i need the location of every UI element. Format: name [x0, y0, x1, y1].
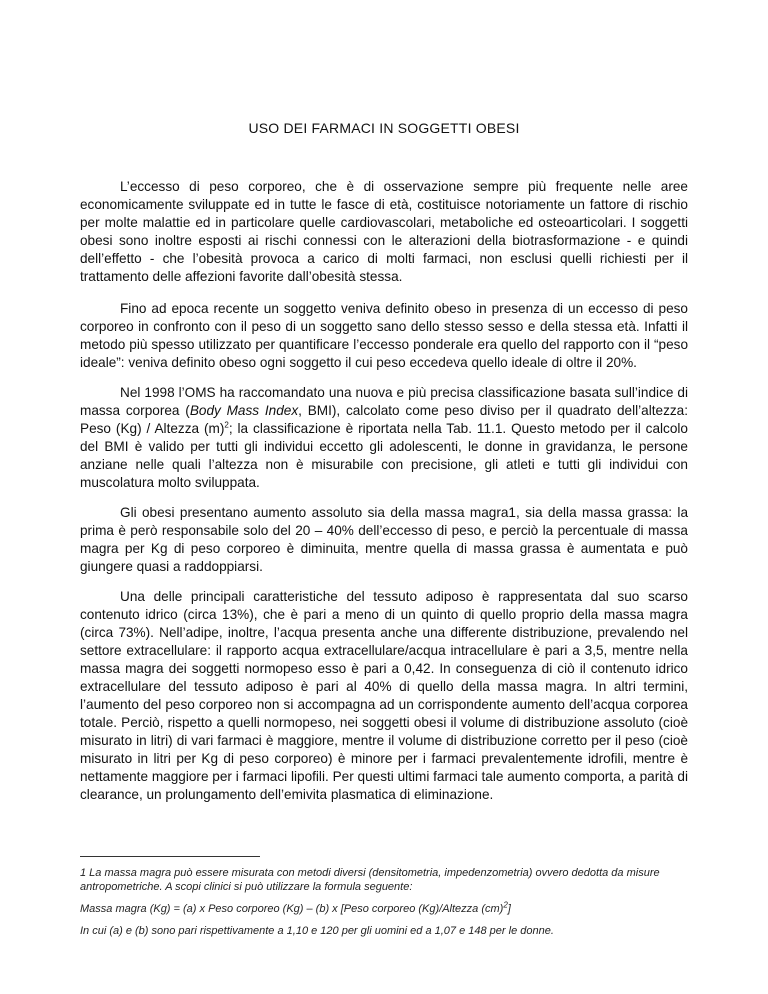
- footnote-formula: [80, 902, 688, 916]
- footnote-formula-superscript: 2: [503, 900, 508, 910]
- footnotes: [80, 866, 688, 946]
- paragraph-3-text-c: ; la classificazione è riportata nella Tab. 11.1. Questo metodo per il calcolo del BMI è valido per tutti gli individui eccetto gli adolescenti, le donne in gravidanza, le persone anziane nelle quali l’altezza non è misurabile con precisione, gli atleti e tutti gli individui con muscolatura molto sviluppata.: [80, 421, 688, 490]
- paragraph-3-text-a: Nel 1998 l’OMS ha raccomandato una nuova e più precisa classificazione basata sull’indice di massa corporea (: [80, 385, 688, 418]
- paragraph-1: L’eccesso di peso corporeo, che è di osservazione sempre più frequente nelle aree economicamente sviluppate ed in tutte le fasce di età, costituisce notoriamente un fattore di rischio per molte malattie ed in particolare quelle cardiovascolari, metaboliche ed osteoarticolari. I soggetti obesi sono inoltre esposti ai rischi connessi con le alterazioni della biotrasformazione - e quindi dell’effetto - che l’obesità provoca a carico di molti farmaci, non esclusi quelli richiesti per il trattamento delle affezioni favorite dall’obesità stessa.: [80, 179, 688, 284]
- paragraph-4: Gli obesi presentano aumento assoluto sia della massa magra1, sia della massa grassa: la prima è però responsabile solo del 20 – 40% dell’eccesso di peso, e perciò la percentuale di massa magra per Kg di peso corporeo è diminuita, mentre quella di massa grassa è aumentata e può giungere quasi a raddoppiarsi.: [80, 505, 688, 574]
- document-body: [80, 178, 688, 816]
- footnote-separator: [80, 856, 260, 857]
- document-title: USO DEI FARMACI IN SOGGETTI OBESI: [248, 120, 520, 136]
- paragraph-3-text-b: , BMI), calcolato come peso diviso per il quadrato dell’altezza: Peso (Kg) / Altezza (m): [80, 403, 688, 436]
- footnote-1: 1 La massa magra può essere misurata con metodi diversi (densitometria, impedenzometria) ovvero dedotta da misure antropometriche. A scopi clinici si può utilizzare la formula seguente:: [80, 867, 660, 893]
- paragraph-5: Una delle principali caratteristiche del tessuto adiposo è rappresentata dal suo scarso contenuto idrico (circa 13%), che è pari a meno di un quinto di quello proprio della massa magra (circa 73%). Nell’adipe, inoltre, l’acqua presenta anche una differente distribuzione, prevalendo nel settore extracellulare: il rapporto acqua extracellulare/acqua intracellulare è pari a 3,5, mentre nella massa magra dei soggetti normopeso esso è pari a 0,42. In conseguenza di ciò il contenuto idrico extracellulare del tessuto adiposo è pari al 40% di quello della massa magra. In altri termini, l’aumento del peso corporeo non si accompagna ad un corrispondente aumento dell’acqua corporea totale. Perciò, rispetto a quelli normopeso, nei soggetti obesi il volume di distribuzione assoluto (cioè misurato in litri) di vari farmaci è maggiore, mentre il volume di distribuzione corretto per il peso (cioè misurato in litri per Kg di peso corporeo) è minore per i farmaci prevalentemente idrofili, mentre è nettamente maggiore per i farmaci lipofili. Per questi ultimi farmaci tale aumento comporta, a parità di clearance, un prolungamento dell’emivita plasmatica di eliminazione.: [80, 589, 688, 802]
- footnote-formula-end: ]: [507, 903, 511, 915]
- paragraph-3: [80, 384, 688, 492]
- footnote-formula-text: Massa magra (Kg) = (a) x Peso corporeo (Kg) – (b) x [Peso corporeo (Kg)/Altezza (cm): [80, 903, 504, 915]
- paragraph-2: Fino ad epoca recente un soggetto veniva definito obeso in presenza di un eccesso di peso corporeo in confronto con il peso di un soggetto sano dello stesso sesso e della stessa età. Infatti il metodo più spesso utilizzato per quantificare l’eccesso ponderale era quello del rapporto con il “peso ideale”: veniva definito obeso ogni soggetto il cui peso eccedeva quello ideale di oltre il 20%.: [80, 301, 688, 370]
- footnote-formula-note: In cui (a) e (b) sono pari rispettivamente a 1,10 e 120 per gli uomini ed a 1,07 e 148 per le donne.: [80, 925, 554, 937]
- paragraph-3-superscript: 2: [224, 420, 229, 430]
- paragraph-3-italic: Body Mass Index: [189, 403, 299, 418]
